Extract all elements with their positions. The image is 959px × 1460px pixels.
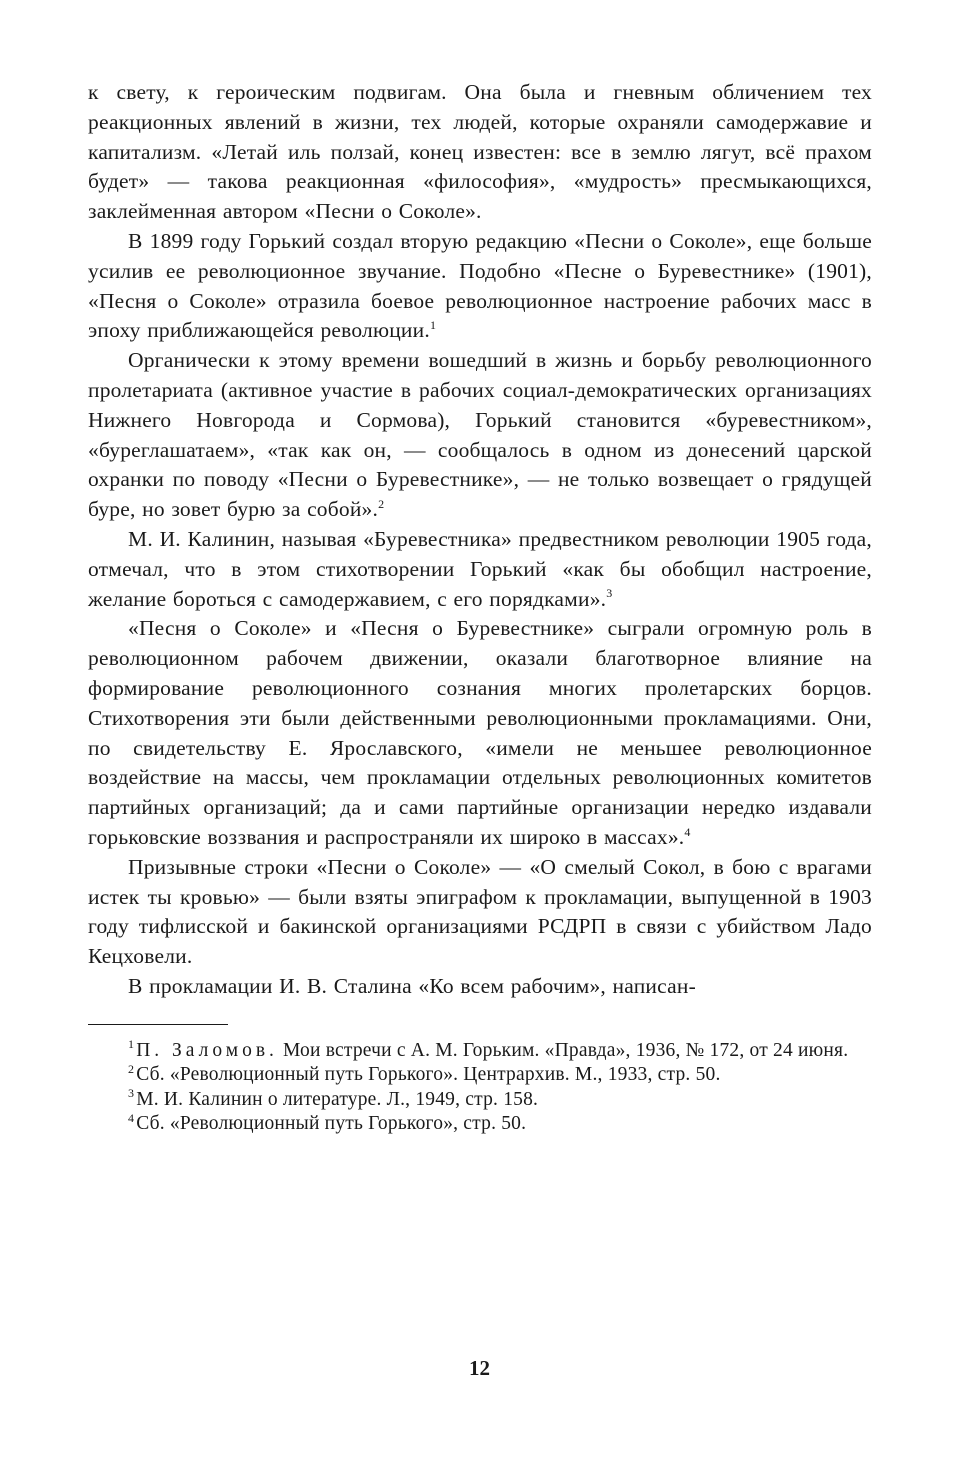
footnote-author: П. Заломов. bbox=[136, 1039, 278, 1061]
paragraph: В прокламации И. В. Сталина «Ко всем рабочим», написан- bbox=[128, 973, 696, 998]
footnote-ref[interactable]: 3 bbox=[606, 586, 613, 601]
paragraph: Призывные строки «Песни о Соколе» — «О смелый Сокол, в бою с врагами истек ты кровью» — были взяты эпиграфом к прокламации, выпущенной в 1903 году тифлисской и бакинской организациями РСДРП в связи с убийством Ладо Кецховели. bbox=[88, 854, 872, 969]
footnote-ref[interactable]: 4 bbox=[684, 824, 691, 839]
paragraph: Органически к этому времени вошедший в жизнь и борьбу революционного пролетариата (активное участие в рабочих социал-демократических организациях Нижнего Новгорода и Сормова), Горький становится «буревестником», «буреглашатаем», «так как он, — сообщалось в одном из донесений царской охранки по поводу «Песни о Буревестнике», — не только возвещает о грядущей буре, но зовет бурю за собой».$^2$ bbox=[88, 348, 872, 522]
footnote-ref[interactable]: 2 bbox=[378, 497, 385, 511]
footnote-divider bbox=[88, 1024, 228, 1025]
footnote-ref[interactable]: 1 bbox=[429, 318, 437, 333]
page-number: 12 bbox=[469, 1356, 490, 1380]
paragraph: «Песня о Соколе» и «Песня о Буревестнике» сыграли огромную роль в революционном рабочем движении, оказали благотворное влияние на формирование революционного сознания многих пролетарских борцов. Стихотворения эти были действенными революционными прокламациями. Они, по свидетельству Е. Ярославского, «имели не меньшее революционное воздействие на массы, чем прокламации отдельных революционных комитетов партийных организаций; да и сами партийные организации нередко издавали горьковские воззвания и распространяли их широко в массах».$^4$ bbox=[88, 616, 872, 849]
footnote: $^4$ Сб. «Революционный путь Горького», стр. 50. bbox=[128, 1110, 527, 1135]
footnote: $^3$ М. И. Калинин о литературе. Л., 1949, стр. 158. bbox=[128, 1086, 539, 1110]
paragraph: к свету, к героическим подвигам. Она была и гневным обличением тех реакционных явлений в жизни, тех людей, которые охраняли самодержавие и капитализм. «Летай иль ползай, конец известен: все в землю лягут, всё прахом будет» — такова реакционная «философия», «мудрость» пресмыкающихся, заклейменная автором «Песни о Соколе». bbox=[88, 80, 872, 224]
paragraph: М. И. Калинин, называя «Буревестника» предвестником революции 1905 года, отмечал, что в этом стихотворении Горький «как бы обобщил настроение, желание бороться с самодержавием, с его порядками».$^3$ bbox=[88, 526, 872, 611]
footnotes bbox=[88, 1039, 872, 1137]
paragraph: В 1899 году Горький создал вторую редакцию «Песни о Соколе», еще больше усилив ее революционное звучание. Подобно «Песне о Буревестнике» (1901), «Песня о Соколе» отразила боевое революционное настроение рабочих масс в эпоху приближающейся революции.$^1$ bbox=[88, 228, 872, 343]
footnote: $^1$ П. Заломов. Мои встречи с А. М. Горьким. «Правда», 1936, № 172, от 24 июня. bbox=[128, 1037, 849, 1061]
footnote: $^2$ Сб. «Революционный путь Горького». Центрархив. М., 1933, стр. 50. bbox=[128, 1061, 721, 1086]
main-text bbox=[88, 78, 872, 1002]
page-content bbox=[88, 78, 872, 1137]
